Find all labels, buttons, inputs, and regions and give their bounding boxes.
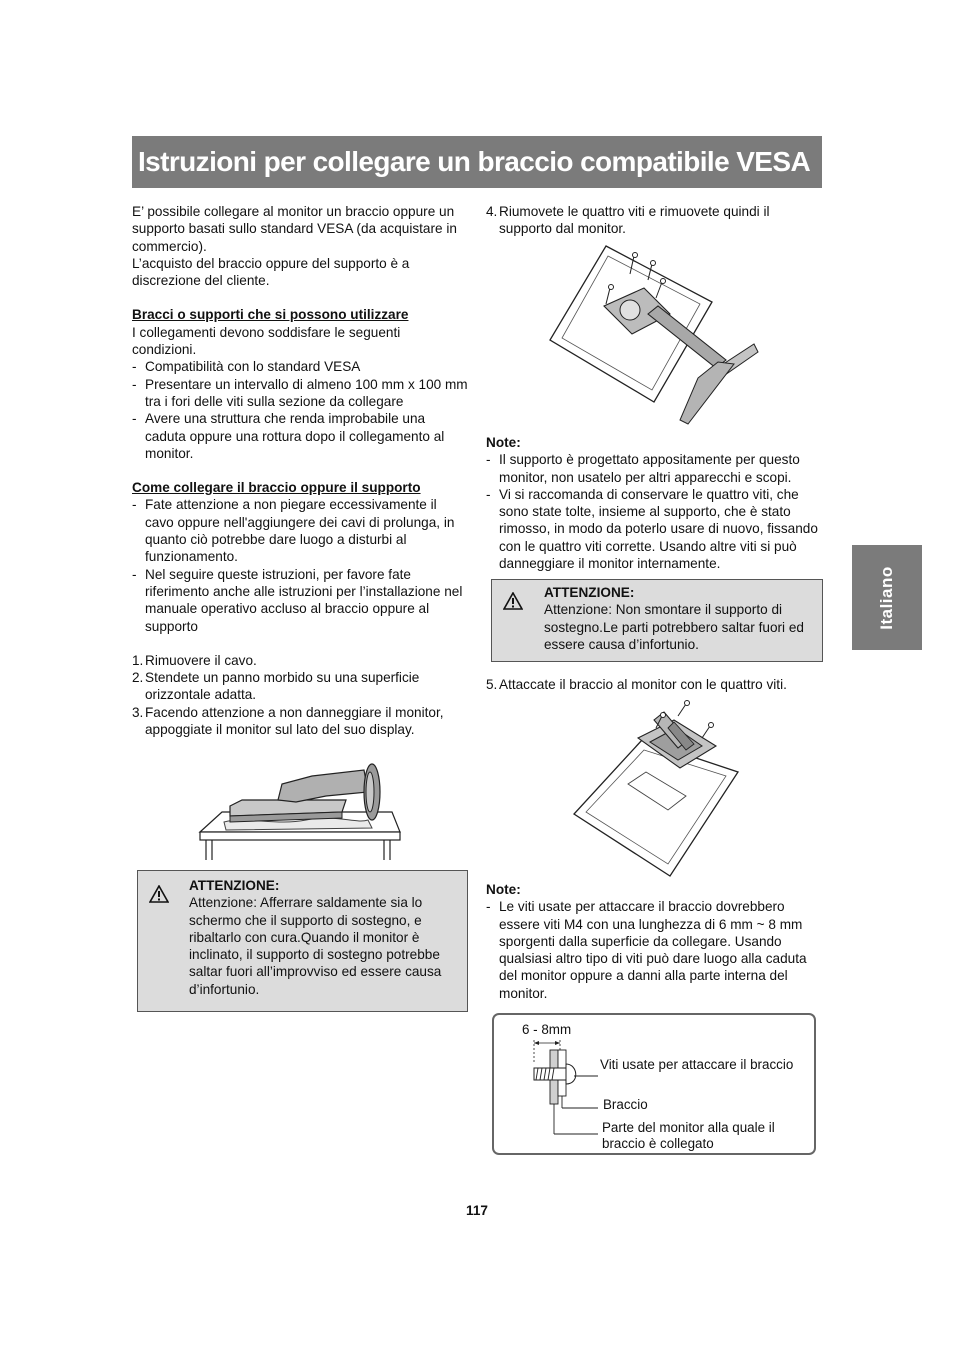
language-tab-label: Italiano <box>877 565 896 630</box>
note-block-2 <box>486 881 826 1002</box>
arm-attach-illustration <box>570 698 742 880</box>
attach-note-item: - Nel seguire queste istruzioni, per favore fate riferimento anche alle istruzioni per l’installazione nel manuale operativo accluso al braccio oppure al supporto <box>132 566 468 635</box>
section-heading-how-to-attach: Come collegare il braccio oppure il supporto <box>132 480 421 496</box>
warning-title: ATTENZIONE: <box>544 585 635 600</box>
page-title: Istruzioni per collegare un braccio compatibile VESA <box>132 136 822 188</box>
monitor-part-label: Parte del monitor alla quale il braccio è collegato <box>602 1120 775 1151</box>
arm-label: Braccio <box>603 1097 648 1112</box>
step-4: 4. Riumovete le quattro viti e rimuovete quindi il supporto dal monitor. <box>486 204 770 237</box>
warning-box-disassembly <box>491 579 823 662</box>
step-2: 2. Stendete un panno morbido su una superficie orizzontale adatta. <box>132 670 420 703</box>
stand-removal-illustration <box>548 244 760 428</box>
section-text-conditions: I collegamenti devono soddisfare le seguenti condizioni. <box>132 324 401 358</box>
warning-text: Attenzione: Non smontare il supporto di sostegno.Le parti potrebbero saltar fuori ed essere causa d’infortunio. <box>544 602 804 652</box>
step-5: 5. Attaccate il braccio al monitor con le quattro viti. <box>486 677 787 692</box>
step-1: 1. Rimuovere il cavo. <box>132 652 257 668</box>
intro-paragraph-1: E’ possibile collegare al monitor un braccio oppure un supporto basati sullo standard VESA (da acquistare in commercio). <box>132 204 457 254</box>
warning-triangle-icon <box>503 592 523 610</box>
right-column-top <box>486 203 822 238</box>
condition-item: - Avere una struttura che renda improbabile una caduta oppure una rottura dopo il collegamento al monitor. <box>132 410 468 462</box>
note-block-1 <box>486 434 826 572</box>
screw-dimension-label: 6 - 8mm <box>522 1022 572 1037</box>
screw-cross-section-icon <box>530 1036 610 1138</box>
monitor-on-table-illustration <box>196 762 406 862</box>
section-heading-usable-arms: Bracci o supporti che si possono utilizzare <box>132 307 409 323</box>
note-item: - Vi si raccomanda di conservare le quattro viti, che sono state tolte, insieme al supporto, che è stato rimosso, in modo da poterlo usare di nuovo, fissando con le quattro viti corrette. Usando altre viti si può danneggiare il monitor internamente. <box>486 486 826 572</box>
warning-box-tipping <box>137 870 468 1012</box>
step-3: 3. Facendo attenzione a non danneggiare il monitor, appoggiate il monitor sul lato del suo display. <box>132 704 444 738</box>
warning-title: ATTENZIONE: <box>189 878 280 893</box>
right-column-step5 <box>486 676 826 693</box>
page-number: 117 <box>466 1203 488 1218</box>
note-label: Note: <box>486 882 521 897</box>
note-item: - Il supporto è progettato appositamente per questo monitor, non usatelo per altri apparecchi e scopi. <box>486 451 826 486</box>
condition-item: - Compatibilità con lo standard VESA <box>132 358 468 375</box>
note-label: Note: <box>486 435 521 450</box>
screw-label: Viti usate per attaccare il braccio <box>600 1057 794 1072</box>
warning-text: Attenzione: Afferrare saldamente sia lo schermo che il supporto di sostegno, e ribaltarlo con cura.Quando il monitor è inclinato, il supporto di sostegno potrebbe saltar fuori all’improvviso ed essere causa d’infortunio. <box>189 895 442 997</box>
intro-paragraph-2: L’acquisto del braccio oppure del supporto è a discrezione del cliente. <box>132 255 410 289</box>
warning-triangle-icon <box>149 885 169 903</box>
language-tab <box>852 545 922 650</box>
note-item: - Le viti usate per attaccare il braccio dovrebbero essere viti M4 con una lunghezza di 6 mm ~ 8 mm sporgenti dalla superficie da collegare. Usando qualsiasi altro tipo di viti può dare luogo alla caduta del monitor oppure a danni alla parte interna del monitor. <box>486 898 826 1002</box>
left-column <box>132 203 468 738</box>
attach-note-item: - Fate attenzione a non piegare eccessivamente il cavo oppure nell'aggiungere dei cavi di prolunga, in quanto ciò potrebbe dare luogo a disturbi al funzionamento. <box>132 496 468 565</box>
condition-item: - Presentare un intervallo di almeno 100 mm x 100 mm tra i fori delle viti sulla sezione da collegare <box>132 376 468 411</box>
